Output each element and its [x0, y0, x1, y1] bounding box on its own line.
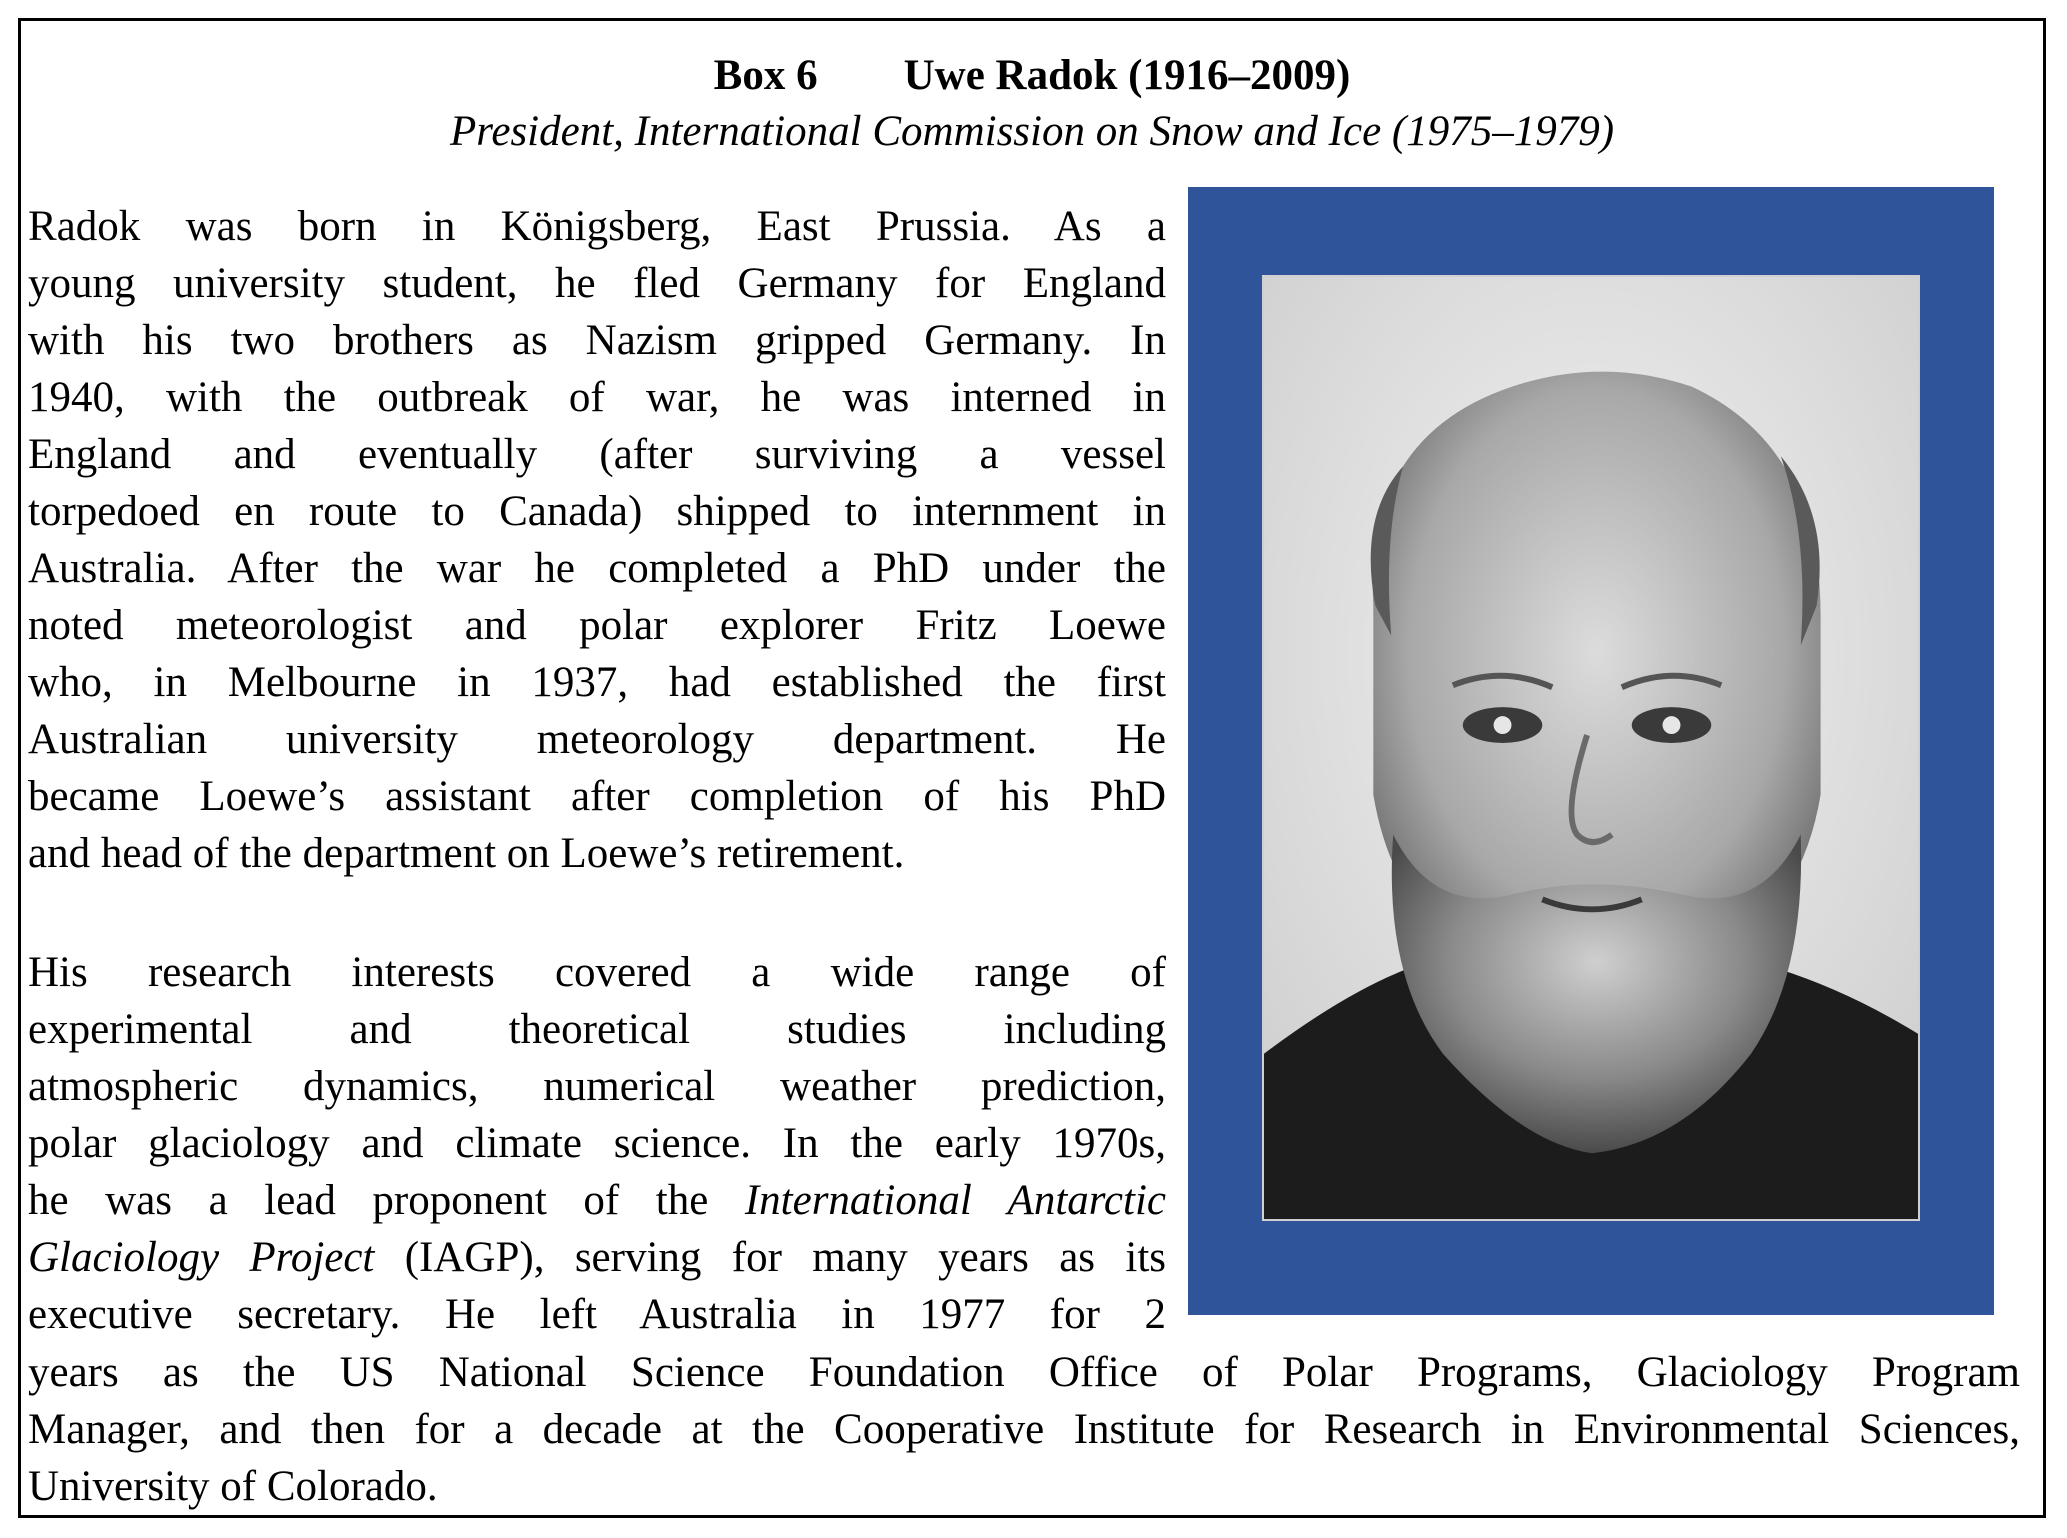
- text-line: experimental and theoretical studies including: [28, 1006, 1166, 1053]
- text-line: executive secretary. He left Australia in 1977 for 2: [28, 1291, 1166, 1338]
- text-line: noted meteorologist and polar explorer Fritz Loewe: [28, 602, 1166, 649]
- text-line: with his two brothers as Nazism gripped Germany. In: [28, 317, 1166, 364]
- text-line: years as the US National Science Foundation Office of Polar Programs, Glaciology Program: [28, 1349, 2020, 1396]
- text-line: torpedoed en route to Canada) shipped to internment in: [28, 488, 1166, 535]
- portrait-image: [1264, 277, 1918, 1219]
- text-line: His research interests covered a wide range of: [28, 949, 1166, 996]
- text-line: 1940, with the outbreak of war, he was interned in: [28, 374, 1166, 421]
- text-span: (IAGP), serving for many years as its: [374, 1234, 1166, 1281]
- text-line: Manager, and then for a decade at the Cooperative Institute for Research in Environmental Sciences,: [28, 1406, 2020, 1453]
- portrait-frame: [1188, 187, 1994, 1315]
- project-name-italic: International Antarctic: [744, 1177, 1166, 1224]
- text-line: polar glaciology and climate science. In the early 1970s,: [28, 1120, 1166, 1167]
- text-line: Australian university meteorology department. He: [28, 716, 1166, 763]
- project-name-italic: Glaciology Project: [28, 1234, 375, 1281]
- text-line: Radok was born in Königsberg, East Prussia. As a: [28, 203, 1166, 250]
- paragraph-3: [28, 1344, 2020, 1515]
- portrait-photo: [1262, 275, 1920, 1221]
- box-heading: [21, 51, 2043, 101]
- text-line: [28, 1229, 1166, 1286]
- box-person-name: Uwe Radok (1916–2009): [903, 52, 1351, 99]
- text-line: who, in Melbourne in 1937, had established the first: [28, 659, 1166, 706]
- text-line: became Loewe’s assistant after completion of his PhD: [28, 773, 1166, 820]
- paragraph-2: [28, 944, 1166, 1343]
- box-subtitle: President, International Commission on Snow and Ice (1975–1979): [449, 108, 1615, 155]
- paragraph-1: [28, 198, 1166, 882]
- text-line: University of Colorado.: [28, 1463, 438, 1510]
- text-line: young university student, he fled Germany for England: [28, 260, 1166, 307]
- text-line: England and eventually (after surviving a vessel: [28, 431, 1166, 478]
- text-line: and head of the department on Loewe’s retirement.: [28, 830, 905, 877]
- text-line: atmospheric dynamics, numerical weather prediction,: [28, 1063, 1166, 1110]
- text-span: he was a lead proponent of the: [28, 1177, 745, 1224]
- box-label: Box 6: [713, 52, 818, 99]
- text-line: Australia. After the war he completed a PhD under the: [28, 545, 1166, 592]
- text-line: [28, 1172, 1166, 1229]
